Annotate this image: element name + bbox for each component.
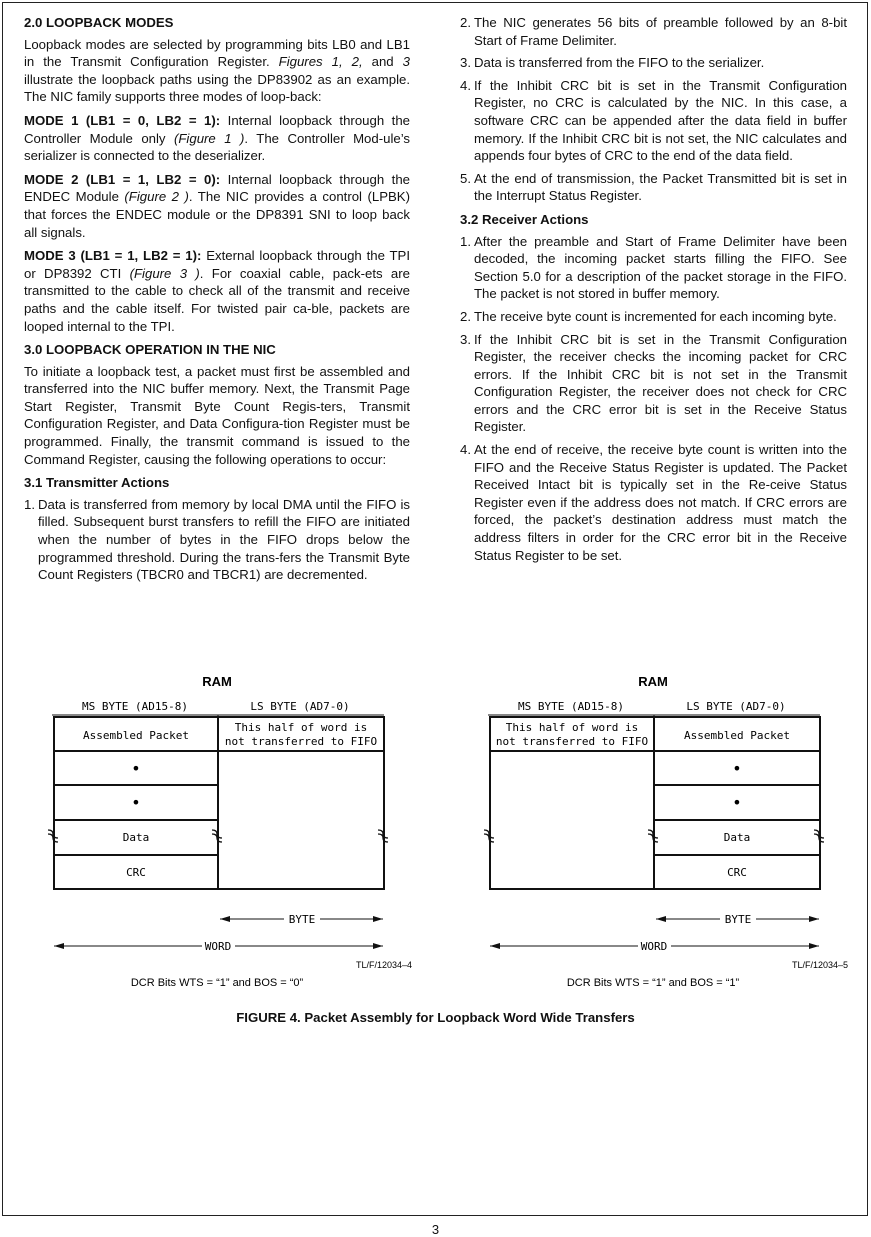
not-transferred-line-1: This half of word is [234,721,368,734]
ellipsis-dot: • [131,793,141,812]
mode-2-paragraph: MODE 2 (LB1 = 1, LB2 = 0): Internal loopback through the ENDEC Module (Figure 2 ). The NIC provides a control (LPBK) that forces the ENDEC module or the DP8391 SNI to loop back all signals. [24,171,410,240]
ellipsis-dot: • [131,759,141,778]
ls-byte-label: LS BYTE (AD7-0) [686,700,786,713]
list-item: 3. If the Inhibit CRC bit is set in the Transmit Configuration Register, the receiver checks the incoming packet for CRC errors. If the Inhibit CRC bit is not set in the Transmit Configuration Register, the receiver does not check for CRC errors and the CRC error bit is set in the Receive Status Register. [460,331,847,435]
ram-label: RAM [638,674,668,689]
left-column [24,14,410,590]
list-item: 1. After the preamble and Start of Frame Delimiter have been decoded, the incoming packet starts filling the FIFO. See Section 5.0 for a description of the packet storage in the FIFO. The packet is not stored in buffer memory. [460,233,847,302]
not-transferred-line-2: not transferred to FIFO [495,735,649,748]
figure-reference: TL/F/12034–4 [355,960,412,970]
transmitter-actions-continued [460,14,847,205]
section-3-1-title: 3.1 Transmitter Actions [24,475,170,491]
ellipsis-dot: • [732,759,742,778]
ellipsis-dot: • [732,793,742,812]
right-column [460,14,847,570]
data-cell: Data [122,831,150,844]
not-transferred-line-2: not transferred to FIFO [224,735,378,748]
byte-label: BYTE [288,913,316,926]
section-2-title: 2.0 LOOPBACK MODES [24,15,174,30]
ls-byte-label: LS BYTE (AD7-0) [250,700,350,713]
list-item: 3. Data is transferred from the FIFO to the serializer. [460,55,765,71]
receiver-actions-list [460,233,847,565]
word-label: WORD [204,940,232,953]
figure-4-diagram-left [40,668,430,988]
dcr-bits-label: DCR Bits WTS = “1” and BOS = “1” [566,977,740,988]
mode-3-paragraph: MODE 3 (LB1 = 1, LB2 = 1): External loopback through the TPI or DP8392 CTI (Figure 3 ). For coaxial cable, pack-ets are transmitted to the cable to check all of the transmit and receive paths and the cable itself. For twisted pair ca-ble, packets are looped internal to the TPI. [24,248,411,334]
section-2-intro: Loopback modes are selected by programming bits LB0 and LB1 in the Transmit Configuration Register. Figures 1, 2, and 3 illustrate the loopback paths using the DP83902 as an example. The NIC family supports three modes of loop-back: [24,36,410,105]
list-item: 4. At the end of receive, the receive byte count is written into the FIFO and the Receive Status Register is updated. The Packet Received Intact bit is typically set in the Re-ceive Status Register even if the address does not match. If CRC errors are forced, the packet’s destination address must match the address filters in order for the CRC error bit in the Receive Status Register to be set. [460,442,847,563]
data-cell: Data [723,831,751,844]
assembled-packet-cell: Assembled Packet [83,729,189,742]
ram-label: RAM [202,674,232,689]
section-3-2-title: 3.2 Receiver Actions [460,211,589,227]
transmitter-actions-list [24,496,410,584]
list-item: 1. Data is transferred from memory by local DMA until the FIFO is filled. Subsequent burst transfers to refill the FIFO are initiated when the number of bytes in the FIFO drops below the programmed threshold. During the trans-fers the Transmit Byte Count Registers (TBCR0 and TBCR1) are decremented. [24,496,410,583]
assembled-packet-cell: Assembled Packet [684,729,790,742]
mode-1-paragraph: MODE 1 (LB1 = 0, LB2 = 1): Internal loopback through the Controller Module only (Figure 1 ). The Controller Mod-ule’s serializer is connected to the deserializer. [24,112,410,164]
section-3-title: 3.0 LOOPBACK OPERATION IN THE NIC [24,342,276,358]
list-item: 5. At the end of transmission, the Packet Transmitted bit is set in the Interrupt Status Register. [460,170,847,204]
word-label: WORD [640,940,668,953]
ms-byte-label: MS BYTE (AD15-8) [518,700,624,713]
ms-byte-label: MS BYTE (AD15-8) [82,700,188,713]
byte-label: BYTE [724,913,752,926]
figure-caption: FIGURE 4. Packet Assembly for Loopback Word Wide Transfers [236,1010,635,1025]
crc-cell: CRC [126,866,146,879]
not-transferred-line-1: This half of word is [505,721,639,734]
figure-reference: TL/F/12034–5 [791,960,848,970]
section-3-intro: To initiate a loopback test, a packet must first be assembled and transferred into the NIC buffer memory. Next, the Transmit Page Start Register, Transmit Byte Count Regis-ters, Transmit Configuration Register, and Data Configura-tion Register must be programmed. Finally, the transmit command is issued to the Command Register, causing the following operations to occur: [24,363,410,467]
page-number: 3 [431,1222,440,1237]
figure-4-diagram-right [476,668,866,988]
crc-cell: CRC [727,866,747,879]
list-item: 4. If the Inhibit CRC bit is set in the Transmit Configuration Register, no CRC is calculated by the NIC. In this case, a software CRC can be appended after the data field in buffer memory. If the Inhibit CRC bit is not set, the NIC calculates and appends four bytes of CRC to the end of the data field. [460,77,847,164]
list-item: 2. The NIC generates 56 bits of preamble followed by an 8-bit Start of Frame Delimiter. [460,15,847,48]
dcr-bits-label: DCR Bits WTS = “1” and BOS = “0” [130,977,304,988]
list-item: 2. The receive byte count is incremented for each incoming byte. [460,308,837,324]
